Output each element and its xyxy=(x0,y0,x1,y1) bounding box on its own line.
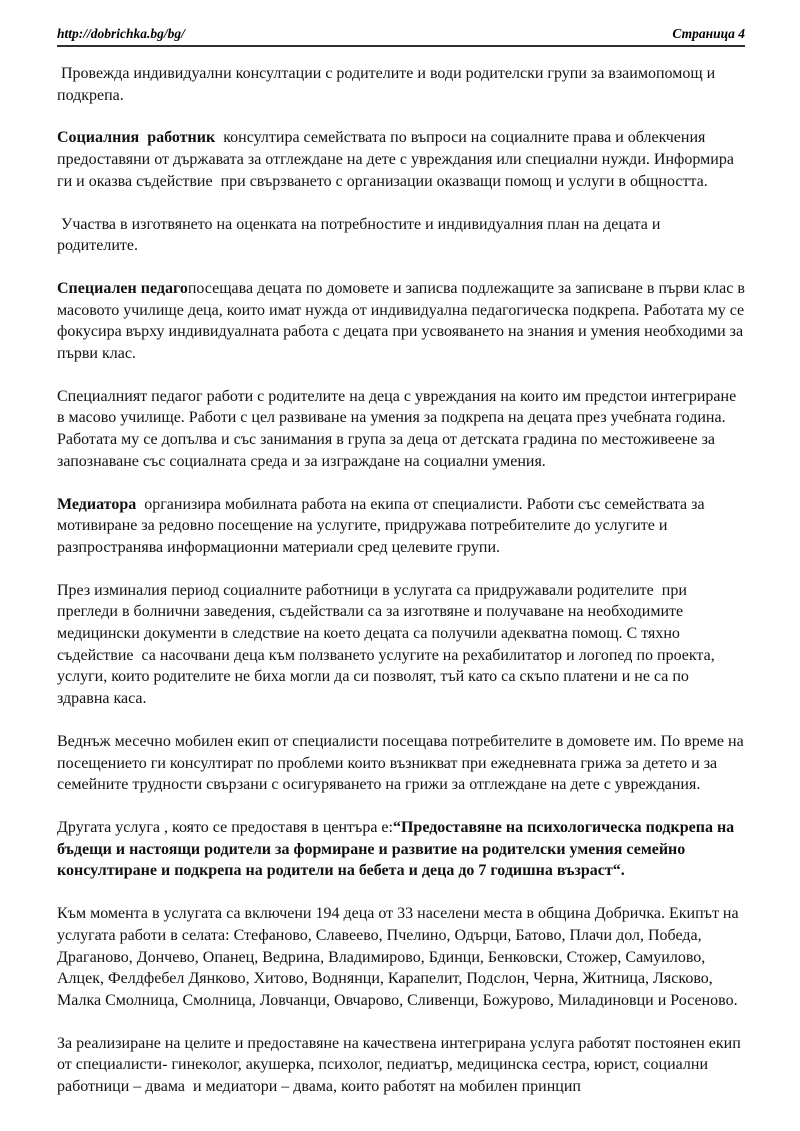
text-run: Веднъж месечно мобилен екип от специалисти посещава потребителите в домовете им. По време на посещението ги консултират по проблеми които възникват при ежедневната грижа за детето и за семейните трудности свързани с осигуряването на грижи за отглеждане на дете с увреждания. xyxy=(57,732,748,794)
text-run: Участва в изготвянето на оценката на потребностите и индивидуалния план на децата и родителите. xyxy=(57,215,665,255)
paragraph xyxy=(57,127,745,192)
paragraph xyxy=(57,1033,745,1098)
bold-run: “Предоставяне на психологическа подкрепа на бъдещи и настоящи родители за формиране и развитие на родителски умения семейно консултиране и подкрепа на родители на бебета и деца до 7 годишна възраст“. xyxy=(57,818,739,880)
header-url: http://dobrichka.bg/bg/ xyxy=(57,26,185,41)
paragraph xyxy=(57,731,748,796)
text-run: Провежда индивидуални консултации с родителите и води родителски групи за взаимопомощ и подкрепа. xyxy=(57,65,720,104)
bold-run: Специален педаго xyxy=(57,279,188,297)
text-run: посещава децата по домовете и записва подлежащите за записване в първи клас в масовото училище деца, които имат нужда от индивидуална педагогическа подкрепа. Работата му се фокусира върху индивидуалната работа с децата при усвояването на знания и умения необходими за първи клас. xyxy=(57,279,749,363)
paragraph xyxy=(57,63,745,106)
text-run: За реализиране на целите и предоставяне на качествена интегрирана услуга работят постоянен екип от специалисти- гинеколог, акушерка, психолог, педиатър, медицинска сестра, юрист, социални работници – двама и медиатори – двама, които работят на мобилен принцип xyxy=(57,1034,745,1096)
paragraph xyxy=(57,214,745,257)
paragraph xyxy=(57,278,749,365)
paragraph xyxy=(57,580,745,710)
text-run: консултира семействата по въпроси на социалните права и облекчения предоставяни от държавата за отглеждане на дете с увреждания или специални нужди. Информира ги и оказва съдействие при свързването с организации оказващи помощ и услуги в общността. xyxy=(57,129,738,190)
paragraph xyxy=(57,386,745,473)
bold-run: Социалния работник xyxy=(57,129,216,147)
text-run: организира мобилната работа на екипа от специалисти. Работи със семействата за мотивиране за редовно посещение на услугите, придружава потребителите до услугите и разпространява информационни материали сред целевите групи. xyxy=(57,495,709,556)
paragraph xyxy=(57,494,745,559)
text-run: Специалният педагог работи с родителите на деца с увреждания на които им предстои интегриране в масово училище. Работи с цел развиване на умения за подкрепа на децата през учебната година. Работата му се допълва и със занимания в група за деца от детската градина по местоживеене за запознаване със социалната среда и за изграждане на социални умения. xyxy=(57,387,741,470)
text-run: През изминалия период социалните работници в услугата са придружавали родителите при прегледи в болнични заведения, съдействали са за изготвяне и получаване на необходимите медицински документи в следствие на което децата са получили адекватна помощ. С тяхно съдействие са насочвани деца към ползването услугите на рехабилитатор и логопед по проекта, услуги, които родителите не биха могли да си позволят, тъй като са скъпо платени и не са по здравна каса. xyxy=(57,581,719,708)
page-number: Страница 4 xyxy=(672,26,745,41)
paragraph xyxy=(57,817,745,882)
paragraph xyxy=(57,903,745,1012)
text-run: Към момента в услугата са включени 194 деца от 33 населени места в община Добричка. Екипът на услугата работи в селата: Стефаново, Славеево, Пчелино, Одърци, Батово, Плачи дол, Победа, Драганово, Дончево, Опанец, Ведрина, Владимирово, Бдинци, Бенковски, Стожер, Самуилово, Алцек, Фелдфебел Дянково, Хитово, Воднянци, Карапелит, Подслон, Черна, Житница, Лясково, Малка Смолница, Смолница, Ловчанци, Овчарово, Сливенци, Божурово, Миладиновци и Росеново. xyxy=(57,905,743,1009)
document-body xyxy=(57,63,749,1098)
text-run: Другата услуга , която се предоставя в центъра е: xyxy=(57,818,393,836)
page-header xyxy=(57,26,745,47)
bold-run: Медиатора xyxy=(57,495,137,513)
